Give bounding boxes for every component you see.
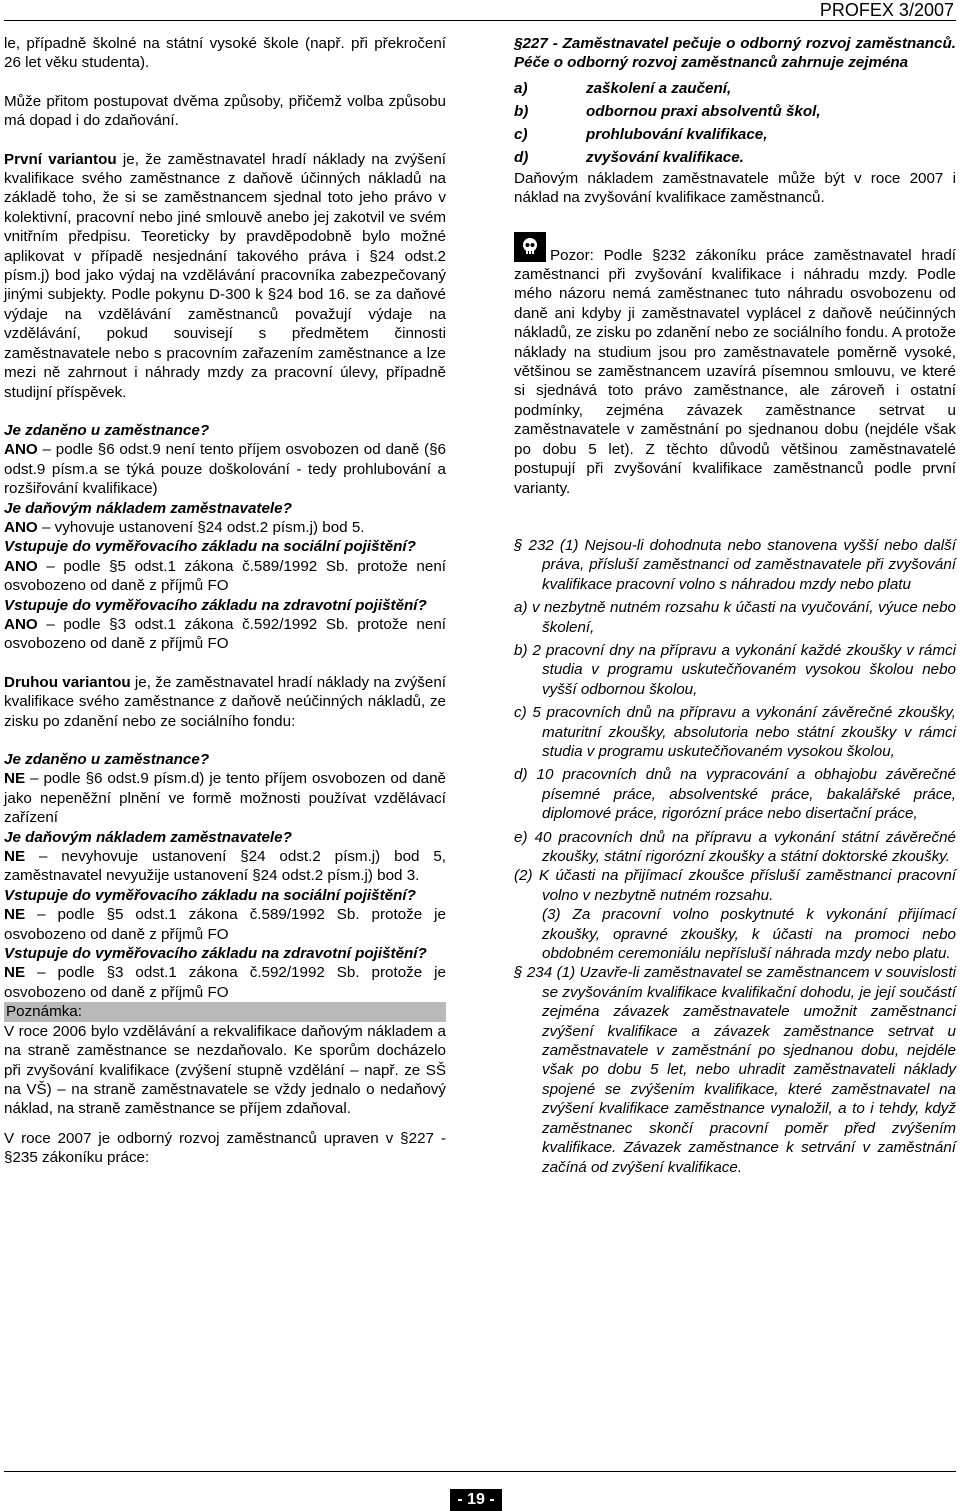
law-paragraph: (2) K účasti na přijímací zkoušce přísluší zaměstnanci pracovní volno v nezbytně nutném rozsahu. [514,867,956,904]
page-footer [0,1460,960,1510]
lead-text: Druhou variantou [4,673,131,691]
note-paragraph: V roce 2006 bylo vzdělávání a rekvalifikace daňovým nákladem a na straně zaměstnance se nezdaňovalo. Ke sporům docházelo při zvyšování kvalifikace (zvýšení stupně vzdělání – např. ze SŠ na VŠ) – na straně zaměstnavatele se vždy jednalo o nedaňový náklad, na straně zaměstnance se příjem zdaňoval. [4,1022,446,1118]
question: Je zdaněno u zaměstnance? [4,421,210,439]
question: Vstupuje do vyměřovacího základu na zdravotní pojištění? [4,945,427,963]
paragraph-text: je, že zaměstnavatel hradí náklady na zvýšení kvalifikace svého zaměstnance z daňově účinných nákladů na základě toho, že si se zaměstnancem sjednal toto jeho právo v kolektivní, pracovní nebo jiné smlouvě anebo jej zakotvil ve svém vnitřním předpisu. Teoreticky by pravděpodobně bylo možné aplikovat v případě nesjednání takového práva i §24 odst.2 písm.j) bod jako výdaj na vzdělávání pracovníka zabezpečovaný jinými subjekty. Podle pokynu D-300 k §24 bod 16. se za daňové výdaje na vzdělávání zaměstnanců považují výdaje na vzdělávání, pokud souvisejí s předmětem činnosti zaměstnavatele nebo s pracovním zařazením zaměstnance a lze mezi ně zahrnout i náhrady mzdy za pracovní úlevy, případně studijní příspěvek. [4,150,447,401]
list-item [514,77,956,100]
paragraph: Daňovým nákladem zaměstnavatele může být v roce 2007 i náklad na zvyšování kvalifikace zaměstnanců. [514,169,956,207]
paragraph: le, případně školné na státní vysoké škole (např. při překročení 26 let věku studenta). [4,35,446,72]
answer-key: NE [4,964,26,982]
answer-key: ANO [4,441,38,459]
law-paragraph: § 234 (1) Uzavře-li zaměstnavatel se zaměstnancem v souvislosti se zvyšováním kvalifikace kvalifikační dohodu, je její součástí zejména závazek zaměstnavatele umožnit zaměstnanci zvýšení kvalifikace a závazek zaměstnance setrvat u zaměstnavatele v zaměstnání po sjednanou dobu, nejdéle však po dobu 5 let, nebo uhradit zaměstnavateli náklady spojené se zvýšením kvalifikace, které zaměstnavatel na zvýšení kvalifikace zaměstnance vynaložil, a to i tehdy, když zaměstnanec skončí pracovní poměr před zvýšením kvalifikace. Závazek zaměstnance k setrvání v zaměstnání začíná od zvýšení kvalifikace. [514,964,956,1176]
answer [4,557,446,596]
list-item-text: zaškolení a zaučení, [586,79,732,97]
list-item-text: odbornou praxi absolventů škol, [586,102,821,120]
skull-warning-icon [514,232,546,262]
warning-block [514,246,956,498]
page-header [0,0,960,28]
list-item [514,123,956,146]
question: Je zdaněno u zaměstnance? [4,751,210,768]
paragraph-second-variant [4,673,446,731]
answer [4,905,446,944]
list-item-key: b) [514,102,529,120]
answer [4,518,446,537]
law-paragraph: § 232 (1) Nejsou-li dohodnuta nebo stanovena vyšší nebo další práva, přísluší zaměstnanci od zaměstnavatele při zvyšování kvalifikace pracovní volno s náhradou mzdy nebo platu [514,536,956,593]
list-item-key: a) [514,79,528,97]
list-item-text: prohlubování kvalifikace, [586,125,768,143]
lead-text: První variantou [4,150,117,168]
answer-key: ANO [4,518,38,536]
law-list-item: e) 40 pracovních dnů na přípravu a vykonání státní závěrečné zkoušky, státní rigorózní zkoušky a státní doktorské zkoušky. [514,828,956,865]
law-paragraph: (3) Za pracovní volno poskytnuté k vykonání přijímací zkoušky, opravné zkoušky, k účasti na promoci nebo obdobném ceremoniálu nepřísluší náhrada mzdy nebo platu. [542,906,956,963]
question: Vstupuje do vyměřovacího základu na sociální pojištění? [4,538,416,556]
question: Vstupuje do vyměřovacího základu na sociální pojištění? [4,886,416,904]
law-list-item: c) 5 pracovních dnů na přípravu a vykonání závěrečné zkoušky, maturitní zkoušky, absolutoria nebo státní zkoušky v rámci studia v programu uskutečňovaném vysokou školou, [514,704,956,760]
paragraph-text: je, že zaměstnavatel hradí náklady na zvýšení kvalifikace svého zaměstnance z daňově neúčinných nákladů, ze zisku po zdanění nebo ze sociálního fondu: [4,673,446,730]
answer-key: NE [4,770,26,788]
question: Je daňovým nákladem zaměstnavatele? [4,828,292,846]
answer-text: – nevyhovuje ustanovení §24 odst.2 písm.j) bod 5, zaměstnavatel nevyužije ustanovení §24 odst.2 písm.j) bod 3. [4,848,446,885]
answer [4,963,446,1002]
note-label: Poznámka: [4,1002,446,1021]
header-rule [4,20,956,21]
list-item [514,100,956,123]
footer-rule [4,1471,956,1472]
answer [4,440,446,498]
law-list-item: a) v nezbytně nutném rozsahu k účasti na vyučování, výuce nebo školení, [514,599,956,636]
journal-title: PROFEX 3/2007 [819,0,954,20]
note-paragraph: V roce 2007 je odborný rozvoj zaměstnanců upraven v §227 - §235 zákoníku práce: [4,1129,446,1167]
answer-key: ANO [4,557,38,575]
answer-text: – podle §6 odst.9 písm.d) je tento příjem osvobozen od daně jako nepeněžní plnění ve formě možnosti používat vzdělávací zařízení [4,770,446,827]
list-item-key: c) [514,125,528,143]
answer-text: – podle §3 odst.1 zákona č.592/1992 Sb. protože není osvobozeno od daně z příjmů FO [4,615,446,653]
question: Je daňovým nákladem zaměstnavatele? [4,499,292,517]
law-list-item: d) 10 pracovních dnů na vypracování a obhajobu závěrečné písemné práce, absolventské práce, bakalářské práce, diplomové práce, rigorózní práce nebo disertační práce, [514,766,956,823]
paragraph: Může přitom postupovat dvěma způsoby, přičemž volba způsobu má dopad i do zdaňování. [4,92,446,130]
right-column [514,34,956,1177]
answer-text: – podle §5 odst.1 zákona č.589/1992 Sb. protože je osvobozeno od daně z příjmů FO [4,906,446,943]
answer [4,847,446,886]
list-232 [514,598,956,866]
paragraph-first-variant [4,150,446,402]
answer-text: – vyhovuje ustanovení §24 odst.2 písm.j) bod 5. [37,518,365,536]
warning-text: Pozor: Podle §232 zákoníku práce zaměstnavatel hradí zaměstnanci při zvyšování kvalifikace i náhradu mzdy. Podle mého názoru nemá zaměstnanec tuto náhradu osvobozenu od daně ani kdyby ji zaměstnavatel vyplácel z daňově neúčinných nákladů, ze zisku po zdanění nebo ze sociálního fondu. A protože náklady na studium jsou pro zaměstnavatele poměrně vysoké, většinou se zaměstnancem uzavírá písemnou smlouvu, ve které si sjednává toto právo zaměstnance, ale zároveň i ostatní podmínky, zejména závazek zaměstnance setrvat u zaměstnavatele v zaměstnání po sjednanou dobu (nejdéle však po dobu 5 let). Z těchto důvodů většinou zaměstnavatelé postupují při zvyšování kvalifikace zaměstnanců podle první varianty. [514,246,956,497]
list-item-text: zvyšování kvalifikace. [586,148,744,166]
answer-text: – podle §5 odst.1 zákona č.589/1992 Sb. protože není osvobozeno od daně z příjmů FO [4,557,446,595]
answer [4,615,446,654]
list-item [514,146,956,169]
list-item-key: d) [514,148,529,166]
page-number: - 19 - [450,1489,502,1511]
left-column [4,34,446,1168]
section-227-intro: §227 - Zaměstnavatel pečuje o odborný rozvoj zaměstnanců. Péče o odborný rozvoj zaměstnanců zahrnuje zejména [514,35,956,72]
answer-key: ANO [4,615,38,633]
law-list-item: b) 2 pracovní dny na přípravu a vykonání každé zkoušky v rámci studia v programu uskutečňovaném vysokou školou nebo vyšší odbornou školou, [514,641,956,698]
answer-key: NE [4,906,26,924]
answer-text: – podle §6 odst.9 není tento příjem osvobozen od daně (§6 odst.9 písm.a se týká pouze doškolování - tedy prohlubování a rozšiřování kvalifikace) [4,441,446,498]
answer-text: – podle §3 odst.1 zákona č.592/1992 Sb. protože je osvobozeno od daně z příjmů FO [4,964,446,1001]
question: Vstupuje do vyměřovacího základu na zdravotní pojištění? [4,596,427,614]
answer [4,769,446,827]
answer-key: NE [4,848,26,866]
list-227 [514,77,956,169]
section-232 [514,536,956,1177]
